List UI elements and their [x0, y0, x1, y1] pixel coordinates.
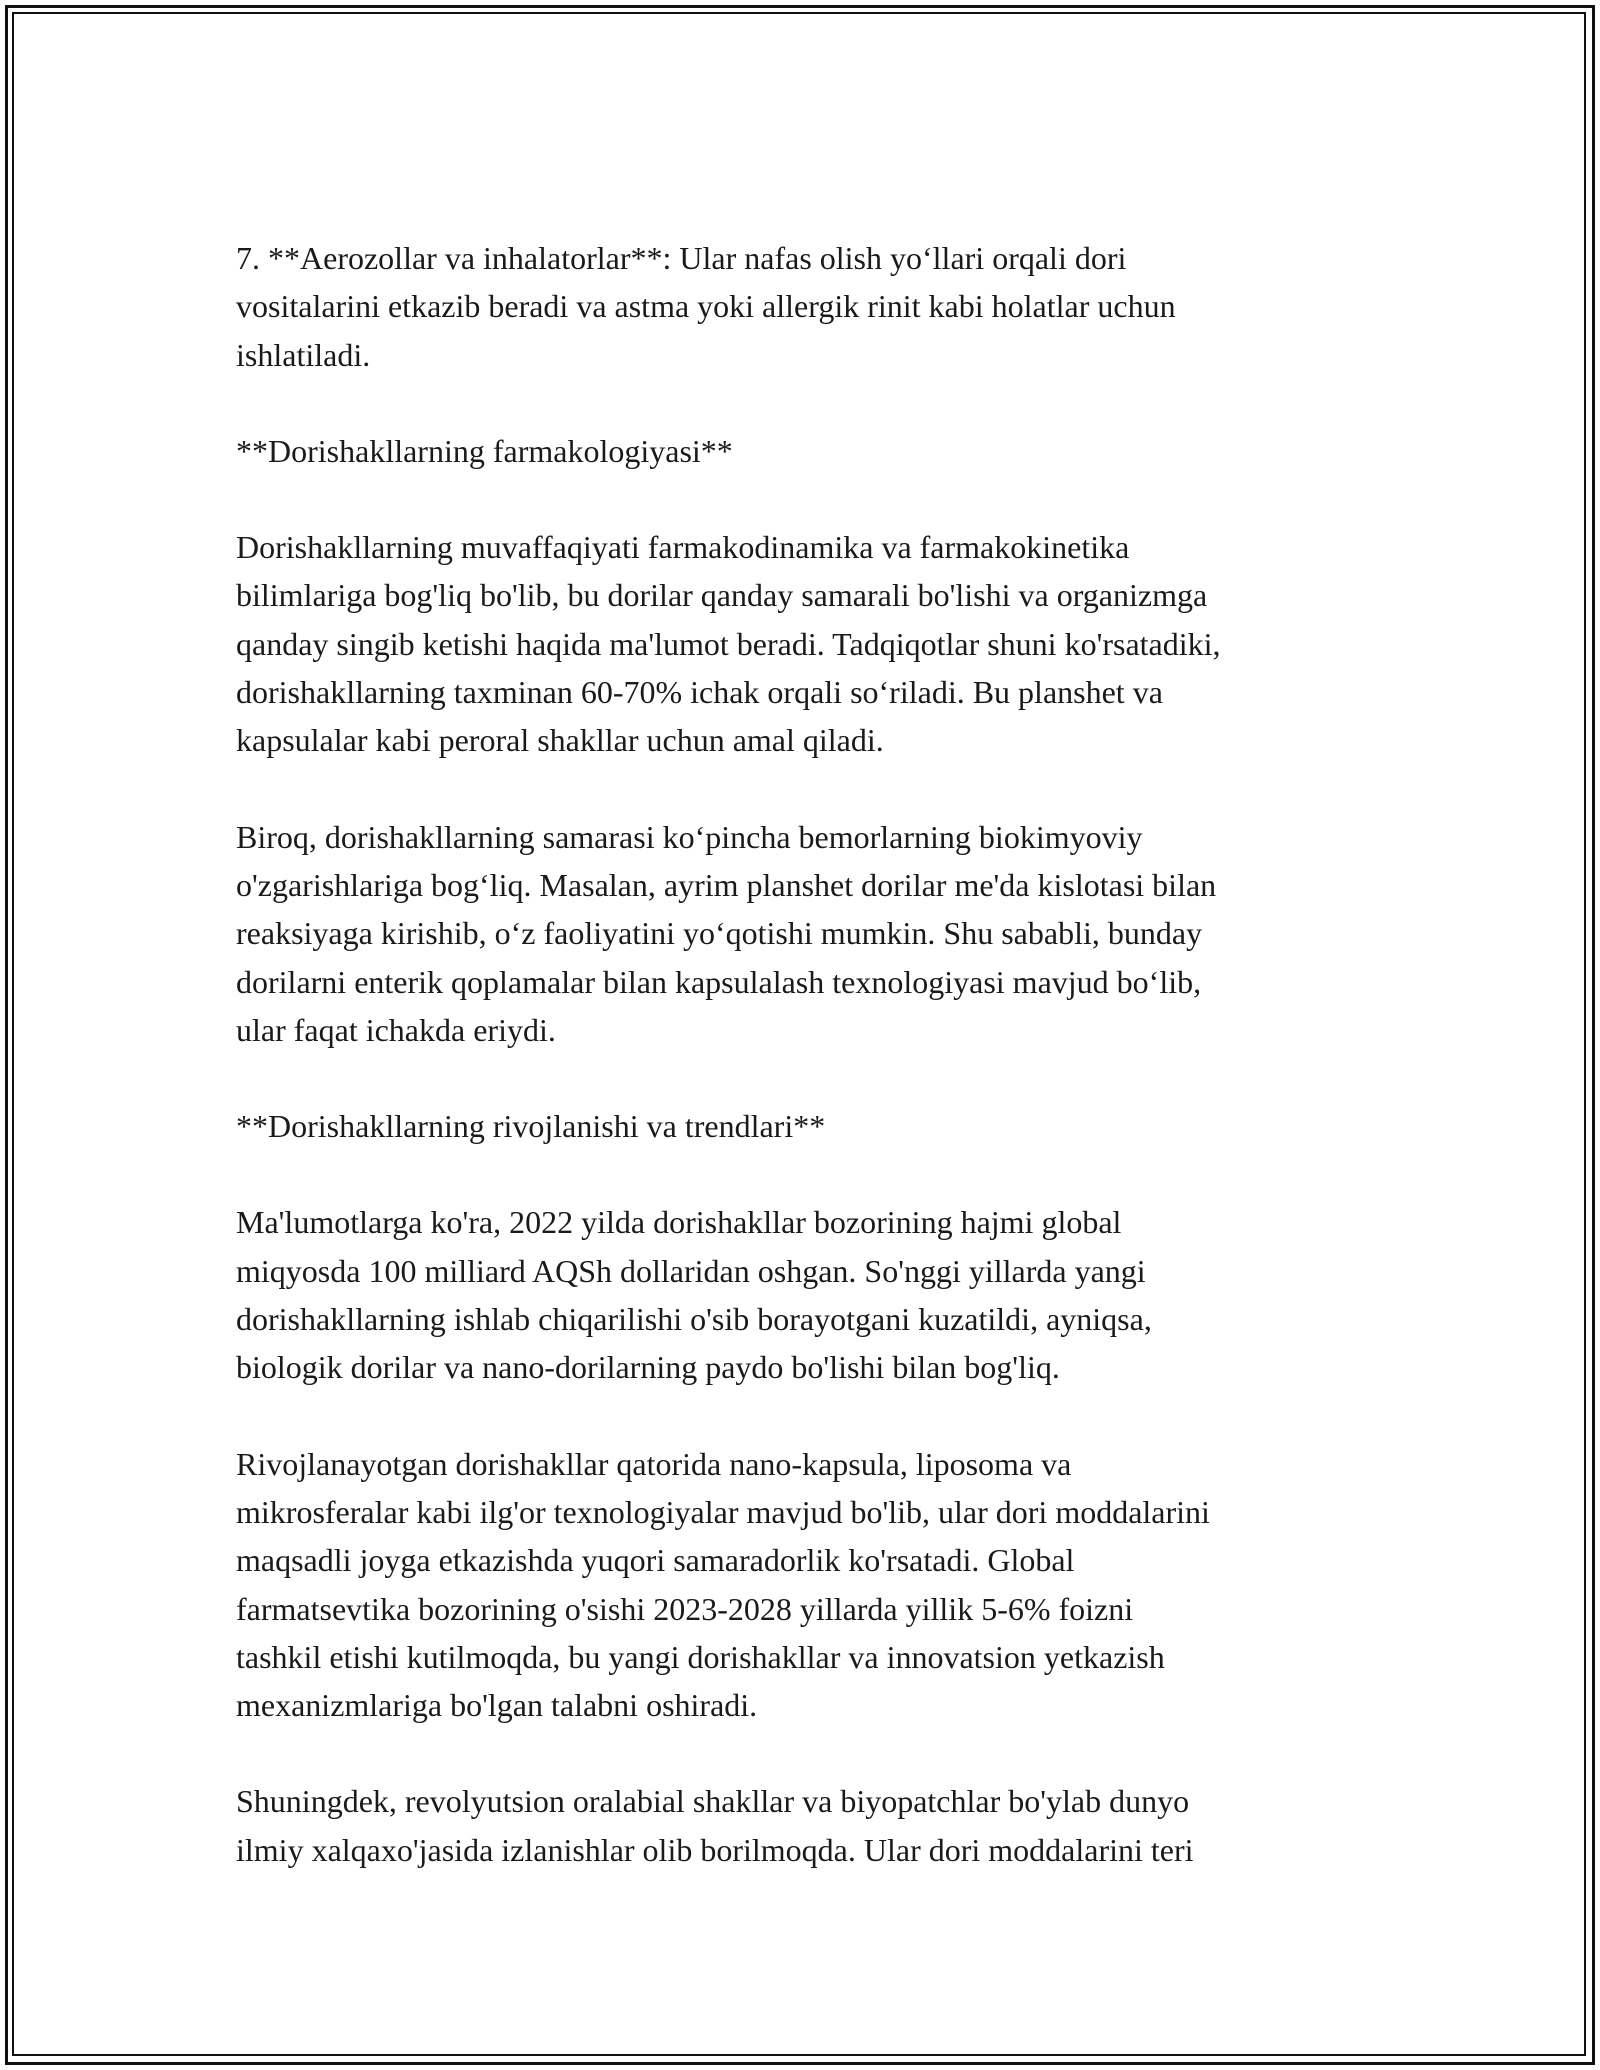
heading-line: **Dorishakllarning rivojlanishi va trendlari** — [236, 1108, 826, 1145]
text-line: farmatsevtika bozorining o'sishi 2023-2028 yillarda yillik 5-6% foizni — [236, 1590, 1134, 1627]
text-line: reaksiyaga kirishib, o‘z faoliyatini yo‘qotishi mumkin. Shu sababli, bunday — [236, 915, 1203, 952]
text-line: Rivojlanayotgan dorishakllar qatorida nano-kapsula, liposoma va — [236, 1445, 1072, 1482]
paragraph-aerosols — [236, 234, 1386, 379]
text-line: Dorishakllarning muvaffaqiyati farmakodinamika va farmakokinetika — [236, 529, 1130, 566]
text-line: mexanizmlariga bo'lgan talabni oshiradi. — [236, 1687, 758, 1724]
text-line: biologik dorilar va nano-dorilarning paydo bo'lishi bilan bog'liq. — [236, 1349, 1060, 1386]
section-heading-trends — [236, 1102, 1386, 1150]
text-line: o'zgarishlariga bog‘liq. Masalan, ayrim planshet dorilar me'da kislotasi bilan — [236, 866, 1217, 903]
text-line: dorilarni enterik qoplamalar bilan kapsulalash texnologiyasi mavjud bo‘lib, — [236, 963, 1202, 1000]
text-line: mikrosferalar kabi ilg'or texnologiyalar mavjud bo'lib, ular dori moddalarini — [236, 1493, 1210, 1530]
text-line: tashkil etishi kutilmoqda, bu yangi dorishakllar va innovatsion yetkazish — [236, 1638, 1165, 1675]
text-line: kapsulalar kabi peroral shakllar uchun amal qiladi. — [236, 722, 884, 759]
text-line: ishlatiladi. — [236, 336, 371, 373]
heading-line: **Dorishakllarning farmakologiyasi** — [236, 432, 733, 469]
text-line: dorishakllarning ishlab chiqarilishi o'sib borayotgani kuzatildi, ayniqsa, — [236, 1301, 1152, 1338]
text-line: miqyosda 100 milliard AQSh dollaridan oshgan. So'nggi yillarda yangi — [236, 1252, 1146, 1289]
text-line: 7. **Aerozollar va inhalatorlar**: Ular nafas olish yo‘llari orqali dori — [236, 240, 1127, 276]
paragraph-market-size — [236, 1198, 1386, 1391]
text-line: Shuningdek, revolyutsion oralabial shakllar va biyopatchlar bo'ylab dunyo — [236, 1783, 1190, 1820]
text-line: Ma'lumotlarga ko'ra, 2022 yilda dorishakllar bozorining hajmi global — [236, 1204, 1122, 1241]
paragraph-oralabial-forms — [236, 1777, 1386, 1874]
text-line: Biroq, dorishakllarning samarasi ko‘pincha bemorlarning biokimyoviy — [236, 818, 1143, 855]
document-body — [236, 234, 1386, 1922]
text-line: ular faqat ichakda eriydi. — [236, 1011, 556, 1048]
text-line: maqsadli joyga etkazishda yuqori samaradorlik ko'rsatadi. Global — [236, 1542, 1075, 1579]
paragraph-biochemical-changes — [236, 813, 1386, 1054]
paragraph-pharmacology-intro — [236, 523, 1386, 764]
text-line: dorishakllarning taxminan 60-70% ichak orqali so‘riladi. Bu planshet va — [236, 674, 1163, 711]
text-line: vositalarini etkazib beradi va astma yoki allergik rinit kabi holatlar uchun — [236, 288, 1176, 325]
text-line: qanday singib ketishi haqida ma'lumot beradi. Tadqiqotlar shuni ko'rsatadiki, — [236, 625, 1221, 662]
text-line: ilmiy xalqaxo'jasida izlanishlar olib borilmoqda. Ular dori moddalarini teri — [236, 1831, 1194, 1868]
section-heading-pharmacology — [236, 427, 1386, 475]
text-line: bilimlariga bog'liq bo'lib, bu dorilar qanday samarali bo'lishi va organizmga — [236, 577, 1208, 614]
paragraph-emerging-forms — [236, 1440, 1386, 1730]
